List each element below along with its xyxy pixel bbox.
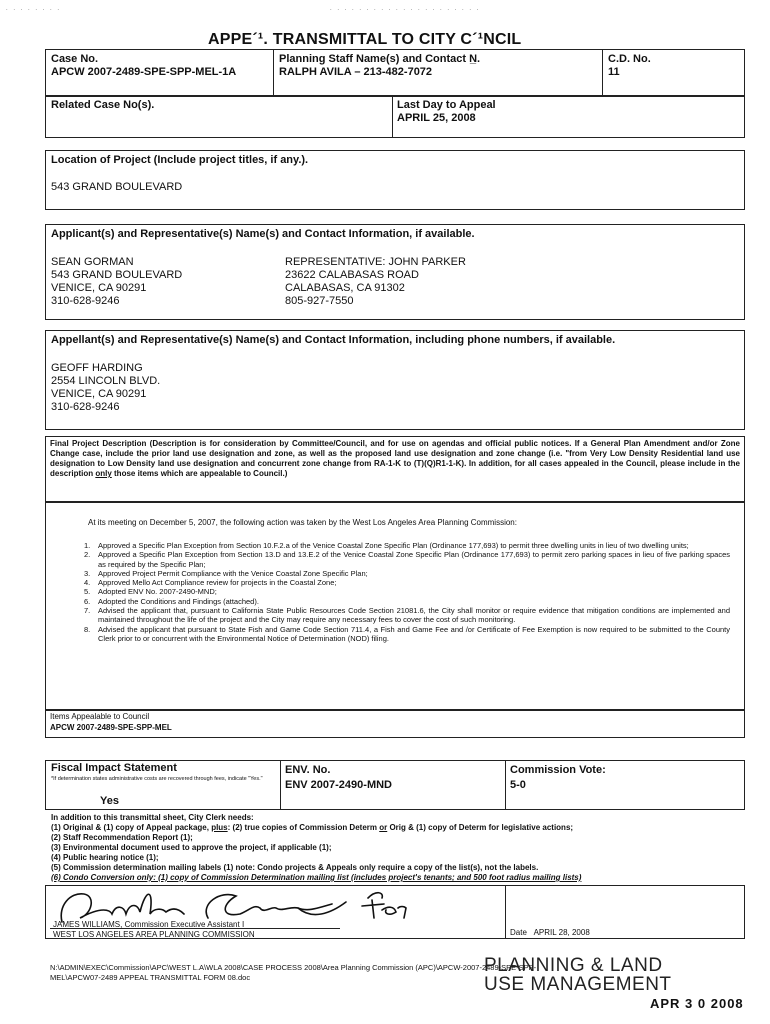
action-list (78, 541, 730, 643)
representative-city: CALABASAS, CA 91302 (285, 282, 405, 294)
clerk-needs-item: (6) Condo Conversion only: (1) copy of Commission Determination mailing list (includes project's tenants; and 500 foot radius mailing lists) (51, 873, 582, 882)
action-item: 5. Adopted ENV No. 2007-2490-MND; (84, 587, 217, 597)
divider (273, 49, 274, 96)
appellant-city: VENICE, CA 90291 (51, 388, 147, 400)
staff-label: Planning Staff Name(s) and Contact N̲. (279, 53, 481, 65)
divider (602, 49, 603, 96)
vote-label: Commission Vote: (510, 764, 606, 776)
action-item: 7. Advised the applicant that, pursuant to California State Public Resources Code Section 21081.6, the City shall monitor or require evidence that mitigation conditions are implemented and maintained throughout the life of the project and the City may require any necessary fees to cover the cost of such monitoring. (84, 606, 730, 625)
clerk-needs-item: (4) Public hearing notice (1); (51, 853, 159, 862)
clerk-needs-item: (3) Environmental document used to approve the project, if applicable (1); (51, 843, 332, 852)
appealable-label: Items Appealable to Council (50, 712, 150, 721)
action-item: 1. Approved a Specific Plan Exception from Section 10.F.2.a of the Venice Coastal Zone Specific Plan (Ordinance 177,693) to permit three dwelling units in lieu of two dwelling units; (84, 541, 689, 550)
action-item: 2. Approved a Specific Plan Exception from Section 13.D and 13.E.2 of the Venice Coastal Zone Specific Plan (Ordinance 177,693) to permit zero parking spaces in lieu of five parking spaces as required by the Specific Plan; (84, 550, 730, 569)
file-path-line: MEL\APCW07-2489 APPEAL TRANSMITTAL FORM 08.doc (50, 972, 251, 982)
signer-name: JAMES WILLIAMS, Commission Executive Assistant I (53, 920, 245, 929)
vote-value: 5-0 (510, 779, 526, 791)
representative-name: REPRESENTATIVE: JOHN PARKER (285, 256, 466, 268)
scan-artifact-dots: . . . . . . . . . . . . . . . . . . . . . (330, 6, 481, 12)
case-no-label: Case No. (51, 53, 99, 65)
divider (505, 760, 506, 810)
clerk-needs-item: (1) Original & (1) copy of Appeal package, plus: (2) true copies of Commission Determ or Orig & (1) copy of Determ for legislative actions; (51, 823, 574, 832)
last-day-value: APRIL 25, 2008 (397, 112, 476, 124)
clerk-needs-item: (5) Commission determination mailing labels (1) note: Condo projects & Appeals only require a copy of the list(s), not the labels. (51, 863, 539, 872)
stamp-line: USE MANAGEMENT (484, 974, 672, 995)
related-case-label: Related Case No(s). (51, 99, 155, 111)
appellant-street: 2554 LINCOLN BLVD. (51, 375, 161, 387)
action-item: 6. Adopted the Conditions and Findings (attached). (84, 596, 259, 606)
file-path-line: N:\ADMIN\EXEC\Commission\APC\WEST L.A\WLA 2008\CASE PROCESS 2008\Area Planning Commission (APC)\APCW-2007-2489-SPE-SPP- (50, 963, 537, 972)
clerk-needs-item: (2) Staff Recommendation Report (1); (51, 833, 193, 842)
applicants-label: Applicant(s) and Representative(s) Name(s) and Contact Information, if available. (51, 228, 475, 240)
appellant-phone: 310-628-9246 (51, 401, 120, 413)
divider (280, 760, 281, 810)
env-value: ENV 2007-2490-MND (285, 779, 392, 791)
page-title: APPE´¹. TRANSMITTAL TO CITY C´¹NCIL (208, 31, 522, 48)
received-stamp (484, 956, 672, 994)
divider (392, 96, 393, 138)
fiscal-label: Fiscal Impact Statement (51, 762, 177, 774)
location-value: 543 GRAND BOULEVARD (51, 181, 183, 193)
applicant-city: VENICE, CA 90291 (51, 282, 147, 294)
env-label: ENV. No. (285, 764, 331, 776)
stamp-date: APR 3 0 2008 (650, 996, 744, 1011)
applicant-name: SEAN GORMAN (51, 256, 134, 268)
fiscal-value: Yes (100, 795, 119, 807)
action-item: 4. Approved Mello Act Compliance review for projects in the Coastal Zone; (84, 578, 337, 588)
applicant-lines (51, 256, 182, 308)
case-no-value: APCW 2007-2489-SPE-SPP-MEL-1A (51, 66, 237, 78)
location-label: Location of Project (Include project titles, if any.). (51, 154, 309, 166)
stamp-line: PLANNING & LAND (484, 955, 663, 976)
representative-phone: 805-927-7550 (285, 295, 354, 307)
representative-lines (285, 256, 466, 308)
signer-organization: WEST LOS ANGELES AREA PLANNING COMMISSION (53, 930, 255, 939)
cd-value: 11 (608, 66, 620, 78)
fiscal-note: *If determination states administrative costs are recovered through fees, indicate "Yes." (51, 776, 263, 782)
last-day-label: Last Day to Appeal (397, 99, 496, 111)
action-item: 8. Advised the applicant that pursuant to State Fish and Game Code Section 711.4, a Fish and Game Fee and /or Certificate of Fee Exemption is now required to be submitted to the County Clerk prior to or concurrent with the Environmental Notice of Determination (NOD) filing. (84, 624, 730, 643)
appellant-name: GEOFF HARDING (51, 362, 143, 374)
staff-value: RALPH AVILA – 213-482-7072 (279, 66, 433, 78)
clerk-needs-heading: In addition to this transmittal sheet, City Clerk needs: (51, 813, 254, 822)
clerk-needs (51, 813, 751, 883)
final-description-text: Final Project Description (Description is for consideration by Committee/Council, and for use on agendas and official public notices. If a General Plan Amendment and/or Zone Change case, include the prior land use designation and zone, as well as the proposed land use designation and zone change (i.e. "from Very Low Density Residential land use designation to Low Density land use designation and concurrent zone change from RA-1-K to (T)(Q)R1-1-K). In addition, for all cases appealed in the Council, please include in the description only those items which are appealable to Council.) (50, 439, 740, 478)
representative-street: 23622 CALABASAS ROAD (285, 269, 419, 281)
appellants-label: Appellant(s) and Representative(s) Name(s) and Contact Information, including phone numbers, if available. (51, 334, 616, 346)
scan-artifact-dots: . . . . . . . . (6, 6, 62, 12)
divider (505, 885, 506, 939)
applicant-phone: 310-628-9246 (51, 295, 120, 307)
action-item: 3. Approved Project Permit Compliance with the Venice Coastal Zone Specific Plan; (84, 568, 368, 578)
cd-label: C.D. No. (608, 53, 651, 65)
appealable-value: APCW 2007-2489-SPE-SPP-MEL (50, 723, 172, 732)
signature-date: Date APRIL 28, 2008 (510, 928, 590, 937)
applicant-street: 543 GRAND BOULEVARD (51, 269, 183, 281)
appellant-lines (51, 362, 160, 414)
action-intro: At its meeting on December 5, 2007, the following action was taken by the West Los Angeles Area Planning Commission: (88, 518, 517, 527)
